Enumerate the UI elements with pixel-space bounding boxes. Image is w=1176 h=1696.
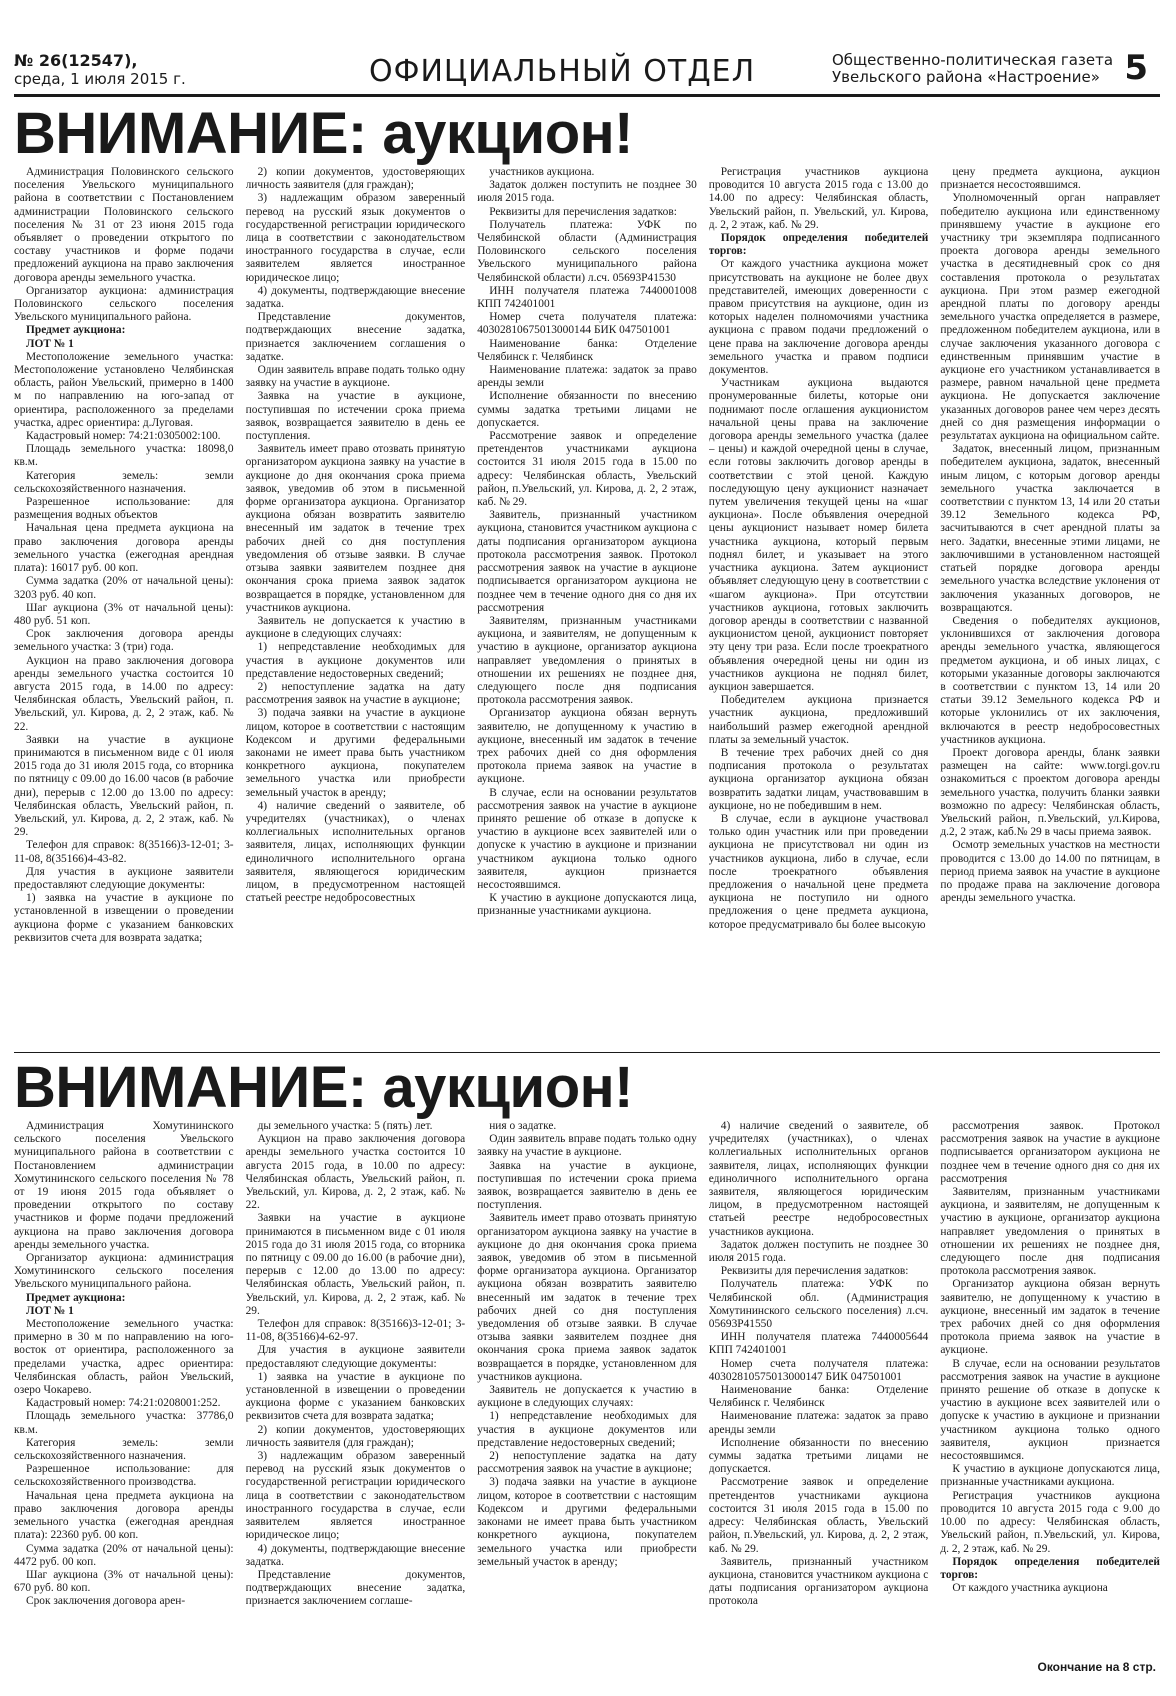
paragraph: 4) наличие сведений о заявителе, об учредителях (участниках), о членах коллегиальных исполнительных органов заявителя, лицах, исполняющих функции единоличного исполнительного органа заявителя, являющегося юридическим лицом, в предусмотренном настоящей статьей реестре недобросовестных [245, 799, 466, 905]
paragraph: Задаток должен поступить не позднее 30 июля 2015 года. [708, 1238, 929, 1265]
article1-column [14, 166, 234, 1042]
paragraph: Разрешенное использование: для размещения водных объектов [14, 496, 234, 522]
paragraph: цену предмета аукциона, аукцион признается несостоявшимся. [940, 166, 1160, 192]
paragraph: 4) документы, подтверждающие внесение задатка. [245, 284, 466, 311]
issue-date: среда, 1 июля 2015 г. [14, 70, 186, 88]
paragraph: Заявка на участие в аукционе, поступившая по истечении срока приема заявок, возвращается заявителю в день ее поступления. [245, 390, 466, 443]
paragraph: 1) заявка на участие в аукционе по установленной в извещении о проведении аукциона форме с указанием банковских реквизитов счета для возврата задатка; [245, 1370, 466, 1423]
paragraph: 1) непредставление необходимых для участия в аукционе документов или представление недостоверных сведений; [477, 1410, 697, 1449]
issue-info [14, 52, 186, 88]
paragraph: участников аукциона. [489, 166, 595, 178]
paragraph: Срок заключения договора аренды земельного участка: 3 (три) года. [14, 628, 234, 654]
paragraph: К участию в аукционе допускаются лица, признанные участниками аукциона. [940, 1463, 1160, 1489]
paragraph: В течение трех рабочих дней со дня подписания протокола о результатах аукциона организатор аукциона обязан возвратить задатки лицам, участвовавшим в аукционе, но не победившим в нем. [708, 746, 929, 812]
paragraph: Заявки на участие в аукционе принимаются в письменном виде с 01 июля 2015 года до 31 июля 2015 года, со вторника по пятницу с 09.00 до 16.00 (в рабочие дни), перерыв с 12.00 до 13.00 по адресу: Челябинская область, Увельский район, п. Увельский, ул. Кирова, д. 2, 2 этаж, каб. № 29. [245, 1212, 466, 1317]
paragraph: Победителем аукциона признается участник аукциона, предложивший наибольший размер ежегодной арендной платы за земельный участок. [708, 694, 929, 746]
paper-name-line1: Общественно-политическая газета [832, 51, 1114, 69]
article2-column [246, 1120, 466, 1658]
paragraph: 1) непредставление необходимых для участия в аукционе документов или представление недостоверных сведений; [245, 641, 466, 680]
paragraph: Заявителям, признанным участниками аукциона, и заявителям, не допущенным к участию в аукционе, организатор аукциона направляет уведомления о принятых в отношении их решениях не позднее дня, следующего после дня подписания протокола рассмотрения заявок. [940, 1186, 1160, 1278]
issue-number: № 26(12547), [14, 51, 138, 70]
paragraph: Аукцион на право заключения договора аренды земельного участка состоится 10 августа 2015 года, в 14.00 по адресу: Челябинская область, Увельский район, п. Увельский, ул. Кирова, д. 2, 2 этаж, каб. № 22. [14, 654, 234, 733]
paragraph: Шаг аукциона (3% от начальной цены): 480 руб. 51 коп. [14, 601, 234, 627]
paragraph: Для участия в аукционе заявители предоставляют следующие документы: [245, 1344, 466, 1370]
paragraph: Проект договора аренды, бланк заявки размещен на сайте: www.torgi.gov.ru ознакомиться с проектом договора аренды земельного участка, получить бланки заявки возможно по адресу: Челябинская область, Увельский район, п.Увельский, ул.Кирова, д.2, 2 этаж, каб.№ 29 в часы приема заявок. [940, 746, 1160, 839]
paragraph: Регистрация участников аукциона проводится 10 августа 2015 года с 13.00 до 14.00 по адресу: Челябинская область, Увельский район, п. Увельский, ул. Кирова, д. 2, 2 этаж, каб. № 29. [708, 166, 929, 231]
paragraph: Представление документов, подтверждающих внесение задатка, признается заключением соглаше- [245, 1568, 466, 1608]
paragraph: Уполномоченный орган направляет победителю аукциона или единственному принявшему участие в аукционе его участнику три экземпляра подписанного проекта договора аренды земельного участка в десятидневный срок со дня составления протокола о результатах аукциона. При этом размер ежегодной арендной платы по договору аренды земельного участка определяется в размере, предложенном победителем аукциона, или в случае заключения указанного договора с единственным принявшим участие в аукционе его участником устанавливается в размере, равном начальной цене предмета аукциона. Не допускается заключение указанных договоров ранее чем через десять дней со дня размещения информации о результатах аукциона на официальном сайте. [940, 192, 1160, 443]
paragraph: Исполнение обязанности по внесению суммы задатка третьими лицами не допускается. [708, 1436, 929, 1476]
paragraph: ЛОТ № 1 [26, 1304, 74, 1317]
paragraph: От каждого участника аукциона может присутствовать на аукционе не более двух представителей, имеющих доверенности с правом присутствия на аукционе, один из которых наделен полномочиями участника аукциона с правом подачи предложений о цене права на заключение договора аренды земельного участка и правом подписи документов. [708, 258, 929, 377]
paragraph: Заявитель не допускается к участию в аукционе в следующих случаях: [245, 614, 466, 641]
section-title: ОФИЦИАЛЬНЫЙ ОТДЕЛ [369, 54, 756, 89]
paragraph: ИНН получателя платежа 7440001008 КПП 742401001 [477, 284, 697, 311]
article1-headline: ВНИМАНИЕ: аукцион! [14, 101, 633, 166]
paragraph: Аукцион на право заключения договора аренды земельного участка состоится 10 августа 2015 года, в 10.00 по адресу: Челябинская область, Увельский район, п. Увельский, ул. Кирова, д. 2, 2 этаж, каб. № 22. [245, 1133, 466, 1212]
paragraph: Номер счета получателя платежа: 40302810675013000144 БИК 047501001 [477, 311, 697, 337]
paragraph: Кадастровый номер: 74:21:0305002:100. [26, 430, 221, 443]
paragraph: Администрация Хомутининского сельского поселения Увельского муниципального района в соответствии с Постановлением администрации Хомутининского сельского поселения № 78 от 19 июня 2015 года объявляет о проведении открытого по составу участников и форме подачи предложений аукциона на право заключения договора аренды земельного участка. [14, 1120, 234, 1251]
paragraph: Порядок определения победителей торгов: [940, 1555, 1160, 1581]
paragraph: Рассмотрение заявок и определение претендентов участниками аукциона состоится 31 июля 2015 года в 15.00 по адресу: Челябинская область, Увельский район, п.Увельский, ул. Кирова, д. 2, 2 этаж, каб. № 29. [477, 430, 697, 509]
article1-column [477, 166, 697, 1042]
paragraph: Организатор аукциона: администрация Хомутининского сельского поселения Увельского муниципального района. [14, 1252, 234, 1291]
paragraph: Местоположение земельного участка: Местоположение установлено Челябинская область, район Увельский, примерно в 1400 м по направлению на юго-запад от ориентира, расположенного за пределами участка, адрес ориентира: д.Луговая. [14, 350, 234, 429]
paragraph: Один заявитель вправе подать только одну заявку на участие в аукционе. [245, 364, 466, 390]
paragraph: Срок заключения договора арен- [26, 1595, 186, 1608]
paragraph: Получатель платежа: УФК по Челябинской области (Администрация Половинского сельского поселения Увельского муниципального района Челябинской области) л.сч. 05693Р41530 [477, 218, 697, 284]
header-rule [14, 94, 1160, 97]
article1-column [940, 166, 1160, 1042]
paragraph: Площадь земельного участка: 18098,0 кв.м. [14, 443, 234, 469]
paragraph: Организатор аукциона обязан вернуть заявителю, не допущенному к участию в аукционе, внесенный им задаток в течение трех рабочих дней со дня оформления протокола приема заявок на участие в аукционе. [940, 1278, 1160, 1357]
paragraph: 3) подача заявки на участие в аукционе лицом, которое в соответствии с настоящим Кодексом и другими федеральными законами не имеет права быть участником конкретного аукциона, покупателем земельного участка или приобрести земельный участок в аренду; [245, 707, 466, 799]
paragraph: Представление документов, подтверждающих внесение задатка, признается заключением соглашения о задатке. [245, 311, 466, 363]
paragraph: Наименование банка: Отделение Челябинск г. Челябинск [708, 1384, 929, 1410]
article1-column [246, 166, 466, 1042]
article-divider [14, 1052, 1160, 1053]
paragraph: Наименование платежа: задаток за право аренды земли [477, 364, 697, 390]
paragraph: 2) копии документов, удостоверяющих личность заявителя (для граждан); [245, 1423, 466, 1449]
paragraph: 4) наличие сведений о заявителе, об учредителях (участниках), о членах коллегиальных исполнительных органов заявителя, лицах, исполняющих функции единоличного исполнительного органа заявителя, являющегося юридическим лицом, в предусмотренном настоящей статьей реестре недобросовестных участников аукциона. [708, 1120, 929, 1238]
paper-name-line2: Увельского района «Настроение» [832, 68, 1100, 86]
paragraph: Порядок определения победителей торгов: [708, 232, 929, 258]
paragraph: Предмет аукциона: [26, 1291, 126, 1304]
paragraph: В случае, если на основании результатов рассмотрения заявок на участие в аукционе принято решение об отказе в допуске к участию в аукционе всех заявителей или о допуске к участию в аукционе и признании участником аукциона только одного заявителя, аукцион признается несостоявшимся. [940, 1357, 1160, 1463]
paragraph: Местоположение земельного участка: примерно в 30 м по направлению на юго-восток от ориентира, расположенного за пределами участка, адрес ориентира: Челябинская область, район Увельский, озеро Чокарево. [14, 1318, 234, 1397]
paragraph: 3) надлежащим образом заверенный перевод на русский язык документов о государственной регистрации юридического лица в соответствии с законодательством иностранного государства в случае, если заявителем является иностранное юридическое лицо; [245, 192, 466, 284]
paragraph: 4) документы, подтверждающие внесение задатка. [245, 1542, 466, 1568]
paragraph: 3) надлежащим образом заверенный перевод на русский язык документов о государственной регистрации юридического лица в соответствии с законодательством иностранного государства в случае, если заявителем является иностранное юридическое лицо; [245, 1450, 466, 1542]
paragraph: 3) подача заявки на участие в аукционе лицом, которое в соответствии с настоящим Кодексом и другими федеральными законами не имеет права быть участником конкретного аукциона, покупателем земельного участка или приобрести земельный участок в аренду; [477, 1476, 697, 1568]
paragraph: 2) непоступление задатка на дату рассмотрения заявок на участие в аукционе; [245, 680, 466, 707]
paragraph: Номер счета получателя платежа: 40302810575013000147 БИК 047501001 [708, 1357, 929, 1383]
paragraph: ды земельного участка: 5 (пять) лет. [257, 1120, 433, 1132]
article2-column [14, 1120, 234, 1658]
paragraph: ЛОТ № 1 [26, 337, 74, 350]
paragraph: Реквизиты для перечисления задатков: [489, 205, 677, 218]
paragraph: Заявки на участие в аукционе принимаются в письменном виде с 01 июля 2015 года до 31 июля 2015 года, со вторника по пятницу с 09.00 до 16.00 часов (в рабочие дни), перерыв с 12.00 до 13.00 по адресу: Челябинская область, Увельский район, п. Увельский, ул. Кирова, д. 2, 2 этаж, каб. № 29. [14, 733, 234, 839]
paragraph: Наименование банка: Отделение Челябинск г. Челябинск [477, 337, 697, 363]
paragraph: Для участия в аукционе заявители предоставляют следующие документы: [14, 865, 234, 891]
paragraph: Шаг аукциона (3% от начальной цены): 670 руб. 80 коп. [14, 1568, 234, 1595]
paragraph: Кадастровый номер: 74:21:0208001:252. [26, 1397, 221, 1410]
article1-body [14, 166, 1160, 1042]
paragraph: Регистрация участников аукциона проводится 10 августа 2015 года с 9.00 до 10.00 по адресу: Челябинская область, Увельский район, п.Увельский, ул. Кирова, д. 2, 2 этаж, каб. № 29. [940, 1489, 1160, 1555]
paragraph: Разрешенное использование: для сельскохозяйственного производства. [14, 1463, 234, 1489]
article2-headline: ВНИМАНИЕ: аукцион! [14, 1055, 633, 1120]
paragraph: Площадь земельного участка: 37786,0 кв.м. [14, 1410, 234, 1436]
paragraph: Заявителям, признанным участниками аукциона, и заявителям, не допущенным к участию в аукционе, организатор аукциона направляет уведомления о принятых в отношении их решениях не позднее дня, следующего после дня подписания протокола рассмотрения заявок. [477, 614, 697, 707]
paragraph: 2) копии документов, удостоверяющих личность заявителя (для граждан); [245, 166, 466, 192]
paragraph: Категория земель: земли сельскохозяйственного назначения. [14, 1436, 234, 1463]
paragraph: Реквизиты для перечисления задатков: [720, 1265, 909, 1278]
paragraph: Сумма задатка (20% от начальной цены): 3203 руб. 40 коп. [14, 575, 234, 601]
paragraph: Предмет аукциона: [26, 324, 126, 337]
paragraph: Категория земель: земли сельскохозяйственного назначения. [14, 469, 234, 495]
paragraph: Осмотр земельных участков на местности проводится с 13.00 до 14.00 по пятницам, в период приема заявок на участие в аукционе по продаже права на заключение договора аренды земельного участка. [940, 839, 1160, 905]
paragraph: Организатор аукциона: администрация Половинского сельского поселения Увельского муниципального района. [14, 284, 234, 324]
paragraph: Задаток должен поступить не позднее 30 июля 2015 года. [477, 179, 697, 205]
paragraph: Получатель платежа: УФК по Челябинской обл. (Администрация Хомутининского сельского поселения) л.сч. 05693Р41550 [708, 1278, 929, 1331]
paragraph: Телефон для справок: 8(35166)3-12-01; 3-11-08, 8(35166)4-62-97. [245, 1318, 466, 1344]
article2-column [709, 1120, 929, 1658]
paragraph: Заявка на участие в аукционе, поступившая по истечении срока приема заявок, возвращается заявителю в день ее поступления. [477, 1159, 697, 1212]
paragraph: К участию в аукционе допускаются лица, признанные участниками аукциона. [477, 892, 697, 918]
paragraph: В случае, если на основании результатов рассмотрения заявок на участие в аукционе принято решение об отказе в допуске к участию в аукционе всех заявителей или о допуске к участию в аукционе и признании участником аукциона только одного заявителя, аукцион признается несостоявшимся. [477, 786, 697, 891]
paragraph: Исполнение обязанности по внесению суммы задатка третьими лицами не допускается. [477, 390, 697, 429]
page-number: 5 [1124, 48, 1148, 88]
paragraph: ИНН получателя платежа 7440005644 КПП 742401001 [708, 1331, 929, 1357]
continued-note: Окончание на 8 стр. [1037, 1660, 1156, 1674]
paragraph: ния о задатке. [489, 1120, 557, 1132]
article1-column [709, 166, 929, 1042]
paragraph: 2) непоступление задатка на дату рассмотрения заявок на участие в аукционе; [477, 1450, 697, 1476]
paragraph: Начальная цена предмета аукциона на право заключения договора аренды земельного участка (ежегодная арендная плата): 16017 руб. 00 коп. [14, 522, 234, 575]
paragraph: Телефон для справок: 8(35166)3-12-01; 3-11-08, 8(35166)4-43-82. [14, 839, 234, 865]
paragraph: Участникам аукциона выдаются пронумерованные билеты, которые они поднимают после оглашения аукционистом начальной цены права на заключение договора аренды земельного участка (далее – цены) и каждой очередной цены в случае, если готовы заключить договор аренды в соответствии с этой ценой. Каждую последующую цену аукционист назначает путем увеличения текущей цены на «шаг аукциона». После объявления очередной цены аукционист называет номер билета участника аукциона, который первым поднял билет, и указывает на этого участника аукциона. Затем аукционист объявляет следующую цену в соответствии с «шагом аукциона». При отсутствии участников аукциона, готовых заключить договор аренды в соответствии с названной аукционистом ценой, аукционист повторяет эту цену три раза. Если после троекратного объявления очередной цены ни один из участников аукциона не поднял билет, аукцион завершается. [708, 377, 929, 693]
paper-name [832, 52, 1113, 86]
paragraph: Заявитель не допускается к участию в аукционе в следующих случаях: [477, 1384, 697, 1410]
paragraph: Заявитель имеет право отозвать принятую организатором аукциона заявку на участие в аукционе до дня окончания срока приема заявок, уведомив об этом в письменной форме организатора аукциона. Организатор аукциона обязан возвратить заявителю внесенный им задаток в течение трех рабочих дней со дня поступления уведомления об отзыве заявки. В случае отзыва заявки заявителем позднее дня окончания срока приема заявок задаток возвращается в порядке, установленном для участников аукциона. [245, 443, 466, 614]
paragraph: Один заявитель вправе подать только одну заявку на участие в аукционе. [477, 1133, 697, 1159]
paragraph: Начальная цена предмета аукциона на право заключения договора аренды земельного участка (ежегодная арендная плата): 22360 руб. 00 коп. [14, 1489, 234, 1542]
paragraph: Заявитель, признанный участником аукциона, становится участником аукциона с даты подписания организатором аукциона протокола [708, 1555, 929, 1608]
paragraph: Задаток, внесенный лицом, признанным победителем аукциона, задаток, внесенный иным лицом, с которым договор аренды земельного участка заключается в соответствии с пунктом 13, 14 или 20 статьи 39.12 Земельного кодекса РФ, засчитываются в счет арендной платы за него. Задатки, внесенные этими лицами, не заключившими в установленном настоящей статьей порядке договора аренды земельного участка вследствие уклонения от заключения указанных договоров, не возвращаются. [940, 443, 1160, 614]
paragraph: Наименование платежа: задаток за право аренды земли [708, 1410, 929, 1436]
article2-column [477, 1120, 697, 1658]
paragraph: В случае, если в аукционе участвовал только один участник или при проведении аукциона не присутствовал ни один из участников аукциона, либо в случае, если после троекратного объявления предложения о начальной цене предмета аукциона не поступило ни одного предложения о цене предмета аукциона, которое предусматривало бы более высокую [708, 812, 929, 931]
paragraph: 1) заявка на участие в аукционе по установленной в извещении о проведении аукциона форме с указанием банковских реквизитов счета для возврата задатка; [14, 892, 234, 944]
paragraph: Администрация Половинского сельского поселения Увельского муниципального района в соответствии с Постановлением администрации Половинского сельского поселения № 31 от 23 июня 2015 года объявляет о проведении открытого по составу участников и форме подачи предложений аукциона на право заключения договора аренды земельного участка. [14, 166, 234, 284]
paragraph: Сумма задатка (20% от начальной цены): 4472 руб. 00 коп. [14, 1542, 234, 1568]
paragraph: Сведения о победителях аукционов, уклонившихся от заключения договора аренды земельного участка, являющегося предметом аукциона, и об иных лицах, с которыми указанные договоры заключаются в соответствии с пунктом 13, 14 или 20 статьи 39.12 Земельного кодекса РФ и которые уклонились от их заключения, включаются в реестр недобросовестных участников аукциона. [940, 614, 1160, 746]
paragraph: От каждого участника аукциона [952, 1582, 1108, 1595]
page-header [14, 48, 1154, 92]
article2-column [940, 1120, 1160, 1658]
paragraph: Рассмотрение заявок и определение претендентов участниками аукциона состоится 31 июля 2015 года в 15.00 по адресу: Челябинская область, Увельский район, п.Увельский, ул. Кирова, д. 2, 2 этаж, каб. № 29. [708, 1476, 929, 1555]
paragraph: Заявитель имеет право отозвать принятую организатором аукциона заявку на участие в аукционе до дня окончания срока приема заявок, уведомив об этом в письменной форме организатора аукциона. Организатор аукциона обязан возвратить заявителю внесенный им задаток в течение трех рабочих дней со дня поступления уведомления об отзыве заявки. В случае отзыва заявки заявителем позднее дня окончания срока приема заявок задаток возвращается в порядке, установленном для участников аукциона. [477, 1212, 697, 1383]
paragraph: Заявитель, признанный участником аукциона, становится участником аукциона с даты подписания организатором аукциона протокола рассмотрения заявок. Протокол рассмотрения заявок на участие в аукционе подписывается организатором аукциона не позднее чем в течение одного дня со дня их рассмотрения [477, 509, 697, 614]
paragraph: рассмотрения заявок. Протокол рассмотрения заявок на участие в аукционе подписывается организатором аукциона не позднее чем в течение одного дня со дня их рассмотрения [940, 1120, 1160, 1185]
article2-body [14, 1120, 1160, 1658]
paragraph: Организатор аукциона обязан вернуть заявителю, не допущенному к участию в аукционе, внесенный им задаток в течение трех рабочих дней со дня оформления протокола приема заявок на участие в аукционе. [477, 707, 697, 786]
